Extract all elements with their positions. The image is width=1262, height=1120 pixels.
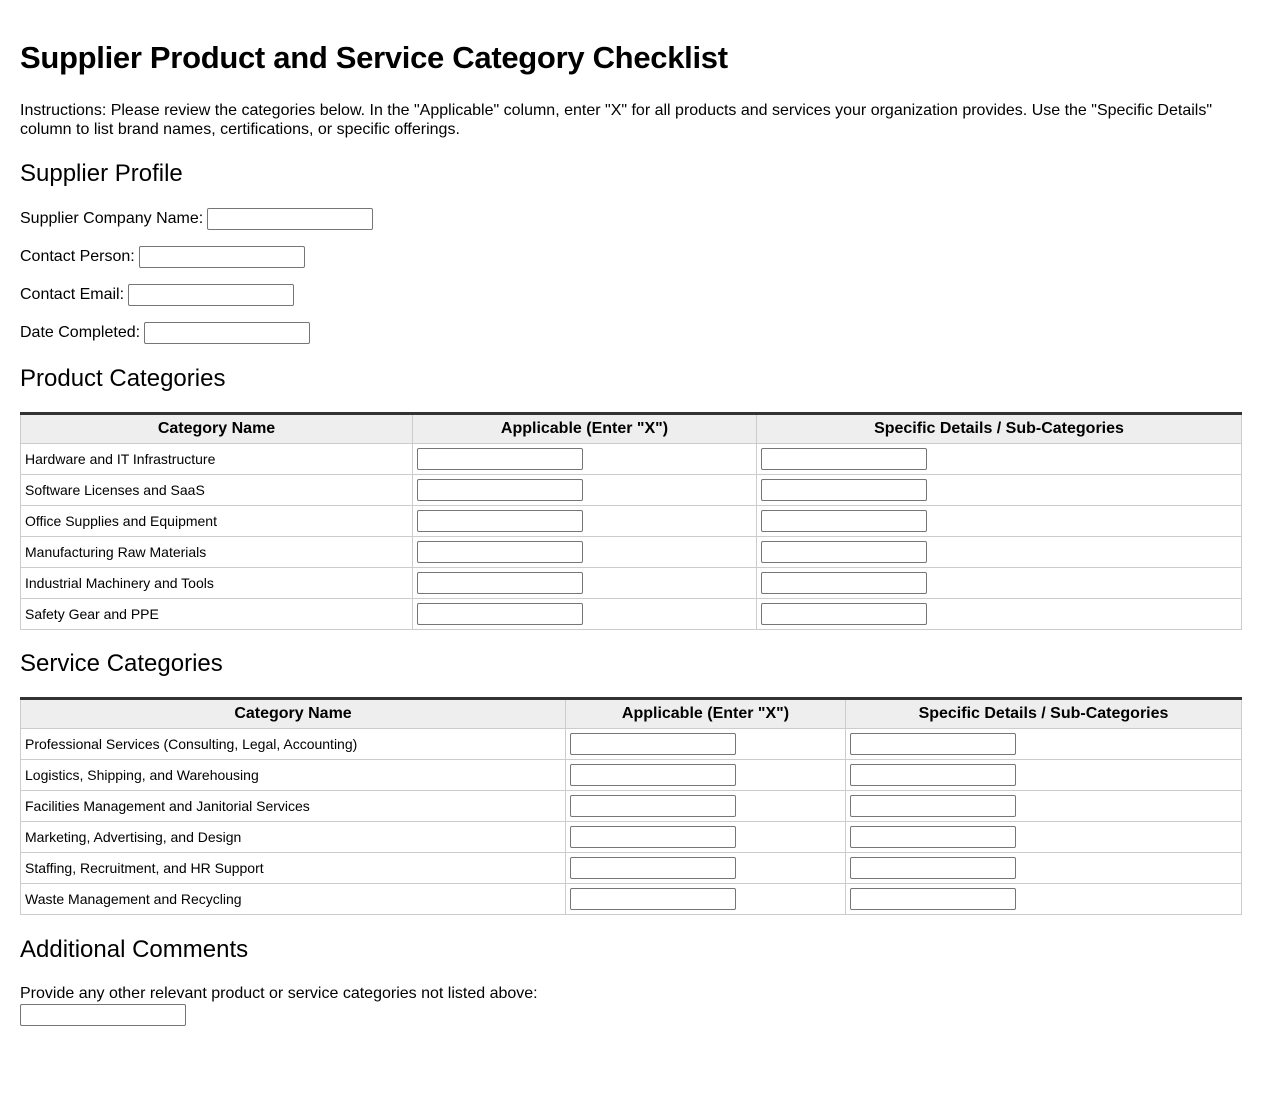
details-cell (846, 729, 1242, 760)
category-name-cell: Manufacturing Raw Materials (21, 537, 413, 568)
applicable-input[interactable] (417, 603, 583, 625)
category-name-cell: Staffing, Recruitment, and HR Support (21, 853, 566, 884)
table-row (21, 822, 1242, 853)
table-row (21, 853, 1242, 884)
details-cell (846, 791, 1242, 822)
page-title: Supplier Product and Service Category Checklist (20, 40, 728, 75)
column-header-category-name: Category Name (21, 699, 566, 729)
contact-person-label: Contact Person: (20, 248, 135, 265)
table-row (21, 506, 1242, 537)
specific-details-input[interactable] (850, 857, 1016, 879)
contact-person-input[interactable] (139, 246, 305, 268)
column-header-specific-details: Specific Details / Sub-Categories (757, 414, 1242, 444)
category-name-cell: Waste Management and Recycling (21, 884, 566, 915)
supplier-profile-heading: Supplier Profile (20, 160, 183, 187)
applicable-cell (566, 884, 846, 915)
applicable-input[interactable] (417, 479, 583, 501)
category-name-cell: Industrial Machinery and Tools (21, 568, 413, 599)
specific-details-input[interactable] (761, 572, 927, 594)
specific-details-input[interactable] (761, 448, 927, 470)
applicable-cell (566, 822, 846, 853)
product-categories-table (20, 412, 1242, 630)
specific-details-input[interactable] (850, 733, 1016, 755)
category-name-cell: Safety Gear and PPE (21, 599, 413, 630)
details-cell (757, 444, 1242, 475)
table-row (21, 729, 1242, 760)
category-name-cell: Marketing, Advertising, and Design (21, 822, 566, 853)
applicable-cell (413, 444, 757, 475)
details-cell (757, 599, 1242, 630)
contact-person-row (20, 245, 305, 269)
applicable-input[interactable] (417, 510, 583, 532)
applicable-cell (413, 568, 757, 599)
specific-details-input[interactable] (850, 795, 1016, 817)
specific-details-input[interactable] (850, 826, 1016, 848)
table-row (21, 884, 1242, 915)
category-name-cell: Facilities Management and Janitorial Services (21, 791, 566, 822)
product-categories-heading: Product Categories (20, 365, 226, 392)
category-name-cell: Logistics, Shipping, and Warehousing (21, 760, 566, 791)
table-header-row (21, 699, 1242, 729)
table-row (21, 444, 1242, 475)
applicable-input[interactable] (570, 764, 736, 786)
category-name-cell: Hardware and IT Infrastructure (21, 444, 413, 475)
table-row (21, 760, 1242, 791)
applicable-cell (566, 729, 846, 760)
contact-email-input[interactable] (128, 284, 294, 306)
specific-details-input[interactable] (761, 479, 927, 501)
applicable-cell (566, 791, 846, 822)
company-name-label: Supplier Company Name: (20, 210, 204, 227)
table-header-row (21, 414, 1242, 444)
comments-label: Provide any other relevant product or service categories not listed above: (20, 985, 538, 1002)
additional-comments-heading: Additional Comments (20, 936, 249, 963)
category-name-cell: Professional Services (Consulting, Legal, Accounting) (21, 729, 566, 760)
applicable-input[interactable] (570, 795, 736, 817)
specific-details-input[interactable] (850, 764, 1016, 786)
applicable-input[interactable] (417, 572, 583, 594)
details-cell (757, 506, 1242, 537)
table-row (21, 568, 1242, 599)
details-cell (757, 537, 1242, 568)
date-completed-input[interactable] (144, 322, 310, 344)
applicable-input[interactable] (570, 857, 736, 879)
applicable-input[interactable] (570, 733, 736, 755)
instructions-text: Instructions: Please review the categories below. In the "Applicable" column, enter "X" for all products and services your organization provides. Use the "Specific Details" column to list brand names, certifications, or specific offerings. (20, 102, 1213, 138)
applicable-input[interactable] (417, 541, 583, 563)
contact-email-row (20, 283, 294, 307)
specific-details-input[interactable] (761, 510, 927, 532)
specific-details-input[interactable] (761, 603, 927, 625)
applicable-cell (413, 599, 757, 630)
specific-details-input[interactable] (850, 888, 1016, 910)
table-row (21, 475, 1242, 506)
company-name-row (20, 207, 373, 231)
column-header-applicable: Applicable (Enter "X") (413, 414, 757, 444)
column-header-category-name: Category Name (21, 414, 413, 444)
details-cell (846, 822, 1242, 853)
details-cell (846, 853, 1242, 884)
details-cell (757, 475, 1242, 506)
applicable-input[interactable] (417, 448, 583, 470)
table-row (21, 537, 1242, 568)
contact-email-label: Contact Email: (20, 286, 125, 303)
applicable-input[interactable] (570, 888, 736, 910)
applicable-cell (413, 475, 757, 506)
applicable-cell (413, 537, 757, 568)
comments-input[interactable] (20, 1004, 186, 1026)
table-row (21, 599, 1242, 630)
specific-details-input[interactable] (761, 541, 927, 563)
service-categories-table (20, 697, 1242, 915)
details-cell (846, 884, 1242, 915)
applicable-input[interactable] (570, 826, 736, 848)
details-cell (757, 568, 1242, 599)
company-name-input[interactable] (207, 208, 373, 230)
service-categories-heading: Service Categories (20, 650, 223, 677)
details-cell (846, 760, 1242, 791)
applicable-cell (566, 853, 846, 884)
date-completed-row (20, 321, 310, 345)
applicable-cell (566, 760, 846, 791)
category-name-cell: Software Licenses and SaaS (21, 475, 413, 506)
applicable-cell (413, 506, 757, 537)
date-completed-label: Date Completed: (20, 324, 141, 341)
column-header-specific-details: Specific Details / Sub-Categories (846, 699, 1242, 729)
category-name-cell: Office Supplies and Equipment (21, 506, 413, 537)
table-row (21, 791, 1242, 822)
column-header-applicable: Applicable (Enter "X") (566, 699, 846, 729)
